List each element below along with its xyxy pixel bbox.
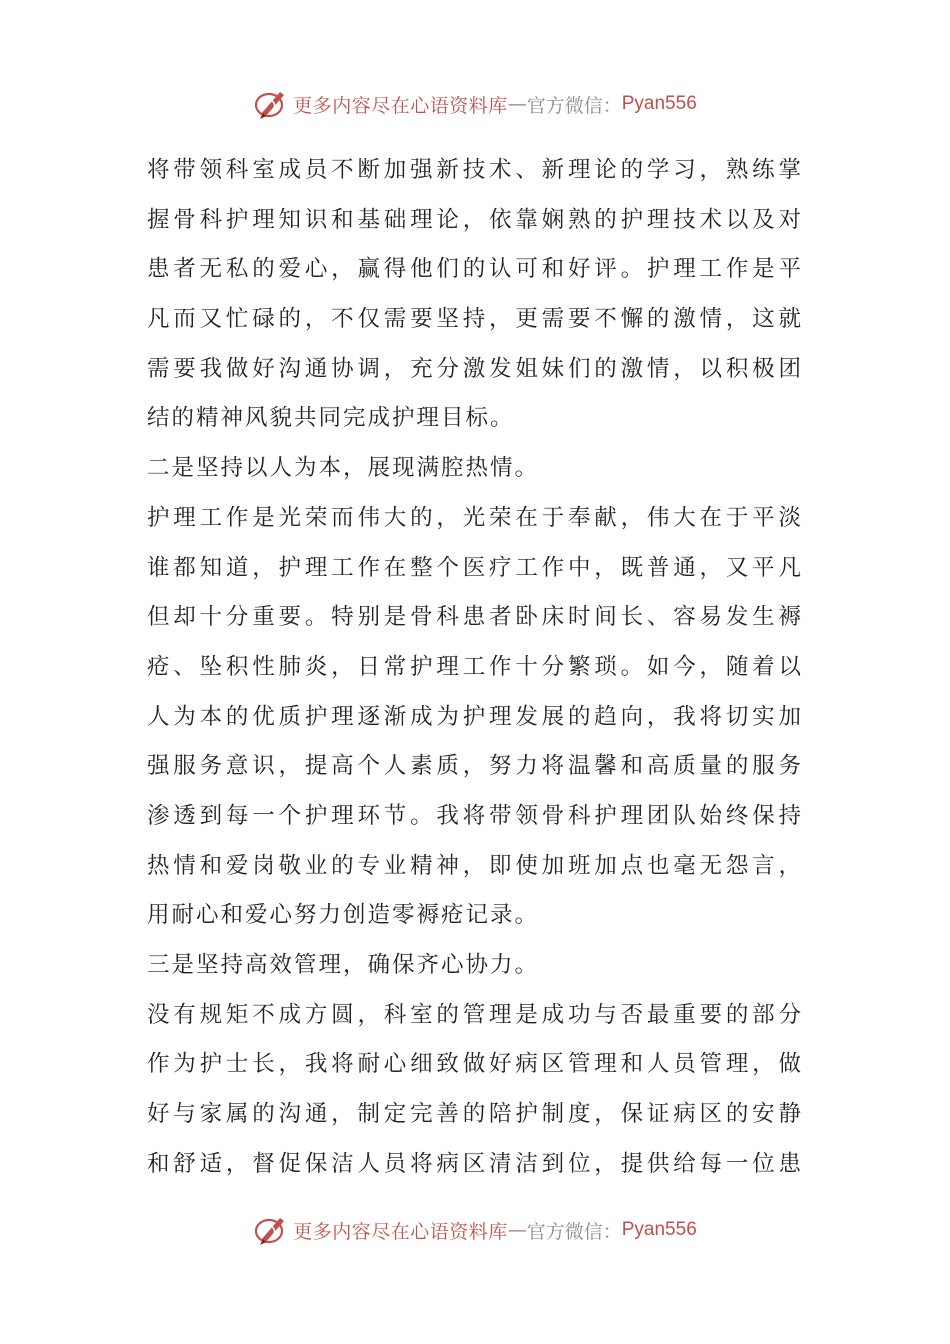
document-body (147, 146, 803, 1189)
banner-text: 更多内容尽在心语资料库 (293, 1220, 508, 1243)
body-line: 热情和爱岗敬业的专业精神，即使加班加点也毫无怨言， (147, 852, 803, 879)
body-line: 护理工作是光荣而伟大的，光荣在于奉献，伟大在于平淡 (147, 504, 803, 531)
body-line: 作为护士长，我将耐心细致做好病区管理和人员管理，做 (147, 1051, 803, 1078)
body-line: 渗透到每一个护理环节。我将带领骨科护理团队始终保持 (147, 802, 803, 829)
body-line: 和舒适，督促保洁人员将病区清洁到位，提供给每一位患 (147, 1150, 803, 1177)
body-line: 需要我做好沟通协调，充分激发姐妹们的激情，以积极团 (147, 355, 803, 382)
body-line: 谁都知道，护理工作在整个医疗工作中，既普通，又平凡 (147, 554, 803, 581)
pen-logo-icon (253, 1212, 289, 1248)
banner-separator: — (507, 93, 527, 115)
body-line: 用耐心和爱心努力创造零褥疮记录。 (147, 902, 540, 929)
banner-label: 官方微信： (526, 94, 622, 117)
body-line: 结的精神风貌共同完成护理目标。 (147, 405, 515, 432)
section-heading: 二是坚持以人为本，展现满腔热情。 (147, 455, 540, 482)
body-line: 强服务意识，提高个人素质，努力将温馨和高质量的服务 (147, 753, 803, 780)
pen-logo-icon (253, 86, 289, 122)
body-line: 但却十分重要。特别是骨科患者卧床时间长、容易发生褥 (147, 604, 803, 631)
section-heading: 三是坚持高效管理，确保齐心协力。 (147, 952, 540, 978)
banner-wechat-id: Pyan556 (621, 1219, 697, 1240)
body-line: 握骨科护理知识和基础理论，依靠娴熟的护理技术以及对 (147, 206, 803, 233)
body-line: 疮、坠积性肺炎，日常护理工作十分繁琐。如今，随着以 (147, 653, 803, 680)
banner-text: 更多内容尽在心语资料库 (293, 94, 508, 117)
body-line: 患者无私的爱心，赢得他们的认可和好评。护理工作是平 (147, 256, 803, 283)
footer-banner (0, 1210, 950, 1250)
banner-wechat-id: Pyan556 (621, 93, 697, 114)
body-line: 人为本的优质护理逐渐成为护理发展的趋向，我将切实加 (147, 703, 803, 730)
body-line: 将带领科室成员不断加强新技术、新理论的学习，熟练掌 (147, 157, 803, 183)
body-line: 凡而又忙碌的，不仅需要坚持，更需要不懈的激情，这就 (147, 306, 803, 333)
banner-separator: — (507, 1219, 527, 1241)
header-banner (0, 84, 950, 124)
banner-label: 官方微信： (526, 1220, 622, 1243)
body-line: 没有规矩不成方圆，科室的管理是成功与否最重要的部分 (147, 1001, 803, 1028)
body-line: 好与家属的沟通，制定完善的陪护制度，保证病区的安静 (147, 1101, 803, 1128)
